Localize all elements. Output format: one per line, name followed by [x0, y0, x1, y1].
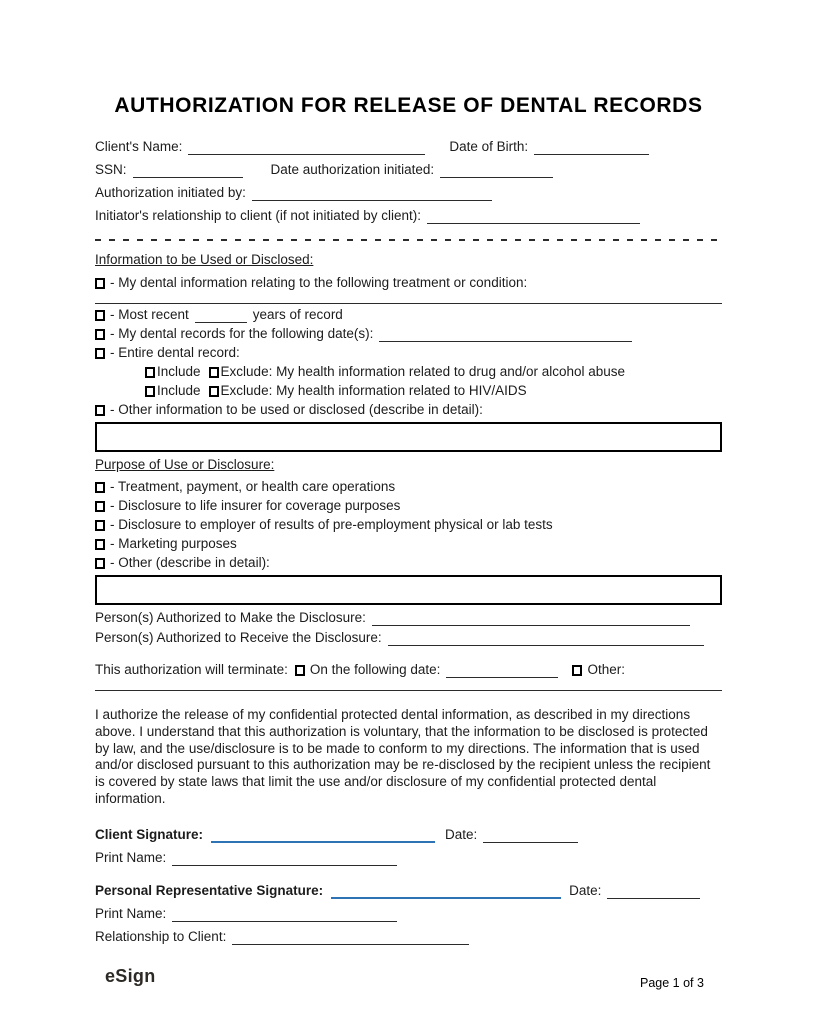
form-page [95, 0, 722, 945]
initiator-relationship-label: Initiator's relationship to client (if not initiated by client): [95, 208, 421, 223]
rep-signature-row [95, 882, 722, 899]
client-name-field[interactable] [188, 142, 425, 155]
terminate-on-date-checkbox[interactable] [295, 665, 305, 676]
page-indicator: Page 1 of 3 [640, 976, 704, 990]
purpose-item-life-insurer [95, 498, 722, 514]
ssn-label: SSN: [95, 162, 127, 177]
treatment-condition-label: - My dental information relating to the following treatment or condition: [110, 275, 528, 290]
client-date-field[interactable] [483, 830, 578, 843]
treatment-condition-checkbox[interactable] [95, 278, 105, 289]
authorized-make-field[interactable] [372, 613, 690, 626]
info-item-most-recent [95, 307, 722, 323]
ssn-field[interactable] [133, 165, 243, 178]
include-drug-checkbox[interactable] [145, 367, 155, 378]
client-date-label: Date: [445, 826, 478, 842]
exclude-drug-checkbox[interactable] [209, 367, 219, 378]
authorized-make-row [95, 609, 722, 626]
purpose-other-checkbox[interactable] [95, 558, 105, 569]
rep-signature-label: Personal Representative Signature: [95, 882, 324, 898]
authorized-receive-label: Person(s) Authorized to Receive the Disclosure: [95, 630, 382, 645]
authorized-make-label: Person(s) Authorized to Make the Disclosure: [95, 610, 366, 625]
termination-date-field[interactable] [446, 665, 558, 678]
purpose-treatment-checkbox[interactable] [95, 482, 105, 493]
terminate-other-label: Other: [587, 662, 625, 677]
most-recent-label-pre: - Most recent [110, 307, 189, 322]
authorized-receive-field[interactable] [388, 633, 704, 646]
purpose-employer-checkbox[interactable] [95, 520, 105, 531]
entire-record-label: - Entire dental record: [110, 345, 240, 360]
exclude-drug-label: Exclude: My health information related to drug and/or alcohol abuse [220, 364, 626, 379]
info-item-entire-record [95, 345, 722, 361]
rep-date-field[interactable] [607, 886, 700, 899]
client-print-name-field[interactable] [172, 853, 397, 866]
info-item-other [95, 402, 722, 418]
info-other-detail-field[interactable] [95, 422, 722, 452]
termination-row [95, 662, 722, 678]
info-section-heading: Information to be Used or Disclosed: [95, 252, 314, 267]
relationship-label: Relationship to Client: [95, 928, 227, 944]
entire-record-option-hiv [145, 383, 722, 399]
client-signature-label: Client Signature: [95, 826, 204, 842]
purpose-life-insurer-label: - Disclosure to life insurer for coverage purposes [110, 498, 401, 513]
records-dates-checkbox[interactable] [95, 329, 105, 340]
purpose-other-detail-field[interactable] [95, 575, 722, 605]
date-initiated-field[interactable] [440, 165, 553, 178]
records-dates-label: - My dental records for the following date(s): [110, 326, 374, 341]
purpose-item-employer [95, 517, 722, 533]
purpose-treatment-label: - Treatment, payment, or health care operations [110, 479, 396, 494]
purpose-marketing-checkbox[interactable] [95, 539, 105, 550]
date-of-birth-field[interactable] [534, 142, 649, 155]
most-recent-checkbox[interactable] [95, 310, 105, 321]
info-other-label: - Other information to be used or disclosed (describe in detail): [110, 402, 483, 417]
purpose-life-insurer-checkbox[interactable] [95, 501, 105, 512]
entire-record-option-drug [145, 364, 722, 380]
authorized-receive-row [95, 629, 722, 646]
termination-other-field[interactable] [95, 680, 722, 691]
info-other-checkbox[interactable] [95, 405, 105, 416]
client-name-row [95, 138, 722, 155]
relationship-row [95, 928, 722, 945]
info-item-treatment [95, 275, 722, 291]
terminate-on-date-label: On the following date: [309, 662, 441, 677]
purpose-other-label: - Other (describe in detail): [110, 555, 270, 570]
exclude-hiv-checkbox[interactable] [209, 386, 219, 397]
dashed-divider [95, 239, 722, 241]
client-signature-field[interactable] [211, 830, 435, 843]
include-drug-label: Include [157, 364, 201, 379]
treatment-condition-field[interactable] [95, 293, 722, 304]
initiated-by-label: Authorization initiated by: [95, 185, 246, 200]
page-title: AUTHORIZATION FOR RELEASE OF DENTAL RECORDS [114, 94, 703, 117]
date-of-birth-label: Date of Birth: [449, 139, 529, 154]
authorization-statement: I authorize the release of my confidential protected dental information, as described in my directions above. I understand that this authorization is voluntary, that the information to be disclosed is protected by law, and the use/disclosure is to be made to conform to my directions. The information that is used and/or disclosed pursuant to this authorization may be re-disclosed by the recipient unless the recipient is covered by state laws that limit the use and/or disclosure of my confidential protected dental information. [95, 707, 711, 806]
client-print-name-row [95, 849, 722, 866]
exclude-hiv-label: Exclude: My health information related to HIV/AIDS [220, 383, 527, 398]
include-hiv-label: Include [157, 383, 201, 398]
purpose-item-treatment [95, 479, 722, 495]
include-hiv-checkbox[interactable] [145, 386, 155, 397]
rep-print-name-field[interactable] [172, 909, 397, 922]
rep-print-name-label: Print Name: [95, 905, 167, 921]
records-dates-field[interactable] [379, 329, 632, 342]
rep-print-name-row [95, 905, 722, 922]
rep-signature-field[interactable] [331, 886, 561, 899]
terminate-other-checkbox[interactable] [572, 665, 582, 676]
purpose-item-marketing [95, 536, 722, 552]
client-print-name-label: Print Name: [95, 849, 167, 865]
initiator-relationship-field[interactable] [427, 211, 640, 224]
client-signature-row [95, 826, 722, 843]
date-initiated-label: Date authorization initiated: [270, 162, 435, 177]
ssn-row [95, 161, 722, 178]
rep-date-label: Date: [569, 882, 602, 898]
info-item-dates [95, 326, 722, 342]
initiated-by-field[interactable] [252, 188, 492, 201]
initiator-relationship-row [95, 207, 722, 224]
initiated-by-row [95, 184, 722, 201]
purpose-item-other [95, 555, 722, 571]
purpose-marketing-label: - Marketing purposes [110, 536, 237, 551]
years-field[interactable] [195, 310, 247, 323]
relationship-field[interactable] [232, 932, 469, 945]
esign-logo: eSign [105, 966, 156, 986]
entire-record-checkbox[interactable] [95, 348, 105, 359]
client-name-label: Client's Name: [95, 139, 183, 154]
purpose-employer-label: - Disclosure to employer of results of pre-employment physical or lab tests [110, 517, 553, 532]
termination-label: This authorization will terminate: [95, 662, 288, 677]
most-recent-label-post: years of record [252, 307, 343, 322]
purpose-section-heading: Purpose of Use or Disclosure: [95, 457, 275, 472]
